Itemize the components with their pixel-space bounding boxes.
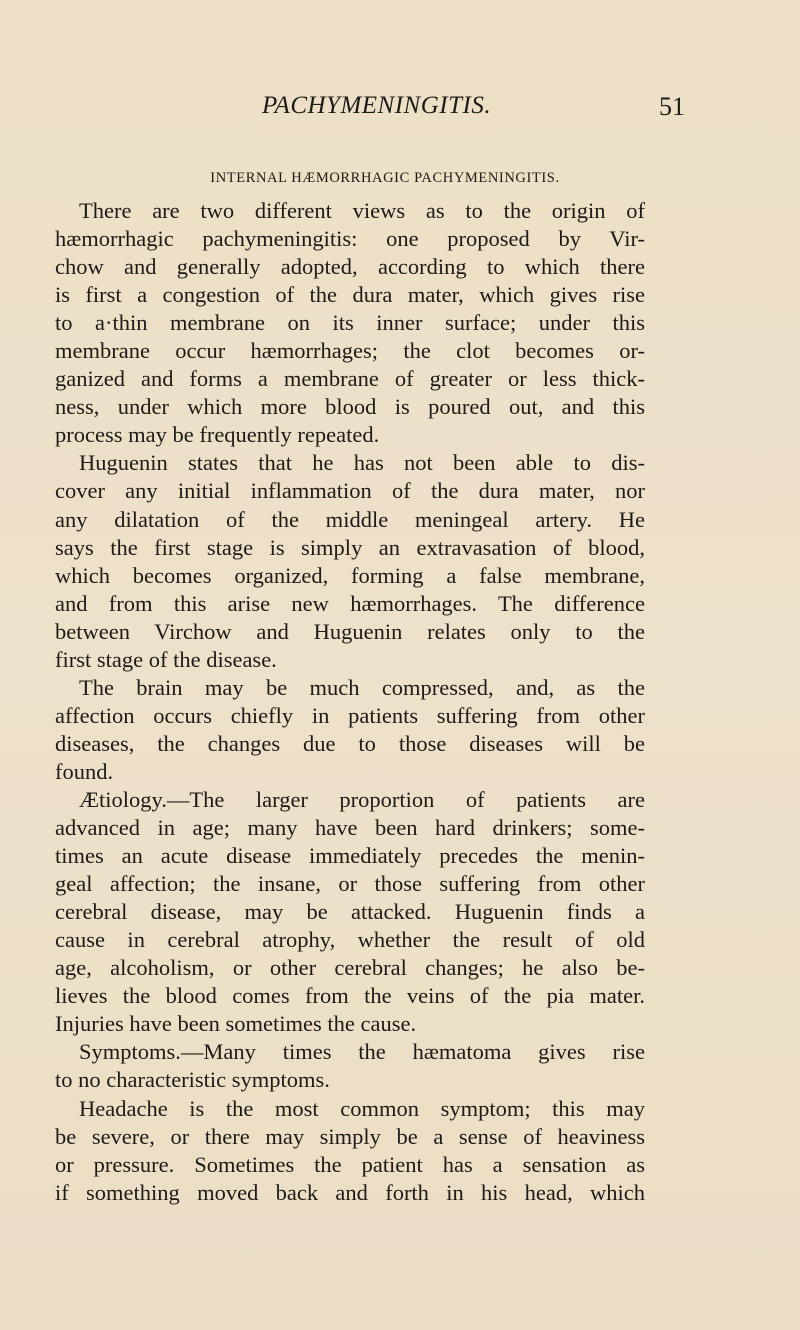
text-line: Headache is the most common symptom; this may — [79, 1095, 645, 1121]
text-line: chow and generally adopted, according to which there — [55, 254, 645, 280]
text-line: if something moved back and forth in his head, which — [55, 1179, 645, 1205]
text-line: cerebral disease, may be attacked. Huguenin finds a — [55, 899, 645, 925]
text-line: to no characteristic symptoms. — [55, 1067, 330, 1093]
text-line: any dilatation of the middle meningeal artery. He — [55, 506, 645, 532]
text-line: diseases, the changes due to those diseases will be — [55, 730, 645, 756]
text-line: The brain may be much compressed, and, as the — [79, 674, 645, 700]
text-line: between Virchow and Huguenin relates only to the — [55, 618, 645, 644]
text-line: advanced in age; many have been hard drinkers; some- — [55, 815, 645, 841]
text-line: There are two different views as to the origin of — [79, 198, 645, 223]
text-line: found. — [55, 758, 114, 784]
text-line: Ætiology.—The larger proportion of patients are — [79, 786, 645, 812]
text-line: Huguenin states that he has not been able to dis- — [79, 450, 645, 476]
text-line: times an acute disease immediately precedes the menin- — [55, 843, 645, 869]
text-line: cause in cerebral atrophy, whether the result of old — [55, 927, 645, 953]
section-heading: INTERNAL HÆMORRHAGIC PACHYMENINGITIS. — [210, 170, 560, 186]
text-line: which becomes organized, forming a false membrane, — [55, 562, 645, 588]
page-header — [0, 92, 800, 126]
text-line: and from this arise new hæmorrhages. The difference — [55, 590, 645, 616]
running-head: PACHYMENINGITIS. — [262, 92, 492, 119]
body-text — [55, 197, 645, 1207]
text-line: lieves the blood comes from the veins of the pia mater. — [55, 983, 645, 1009]
text-line: hæmorrhagic pachymeningitis: one proposed by Vir- — [55, 226, 645, 252]
text-line: or pressure. Sometimes the patient has a sensation as — [55, 1151, 645, 1177]
text-line: affection occurs chiefly in patients suffering from other — [55, 702, 645, 728]
text-line: Injuries have been sometimes the cause. — [55, 1011, 417, 1037]
text-line: be severe, or there may simply be a sense of heaviness — [55, 1123, 645, 1149]
text-line: ganized and forms a membrane of greater or less thick- — [55, 366, 645, 392]
page-number: 51 — [659, 92, 685, 121]
text-line: says the first stage is simply an extravasation of blood, — [55, 534, 645, 560]
text-line: ness, under which more blood is poured out, and this — [55, 394, 645, 420]
text-line: geal affection; the insane, or those suffering from other — [55, 871, 645, 897]
text-line: to a·thin membrane on its inner surface; under this — [55, 310, 645, 336]
text-line: age, alcoholism, or other cerebral changes; he also be- — [55, 955, 645, 981]
text-line: membrane occur hæmorrhages; the clot becomes or- — [55, 338, 645, 364]
text-line: process may be frequently repeated. — [55, 422, 380, 448]
text-line: cover any initial inflammation of the dura mater, nor — [55, 478, 645, 504]
text-line: Symptoms.—Many times the hæmatoma gives rise — [79, 1039, 645, 1065]
text-line: first stage of the disease. — [55, 646, 277, 672]
text-line: is first a congestion of the dura mater, which gives rise — [55, 282, 645, 308]
